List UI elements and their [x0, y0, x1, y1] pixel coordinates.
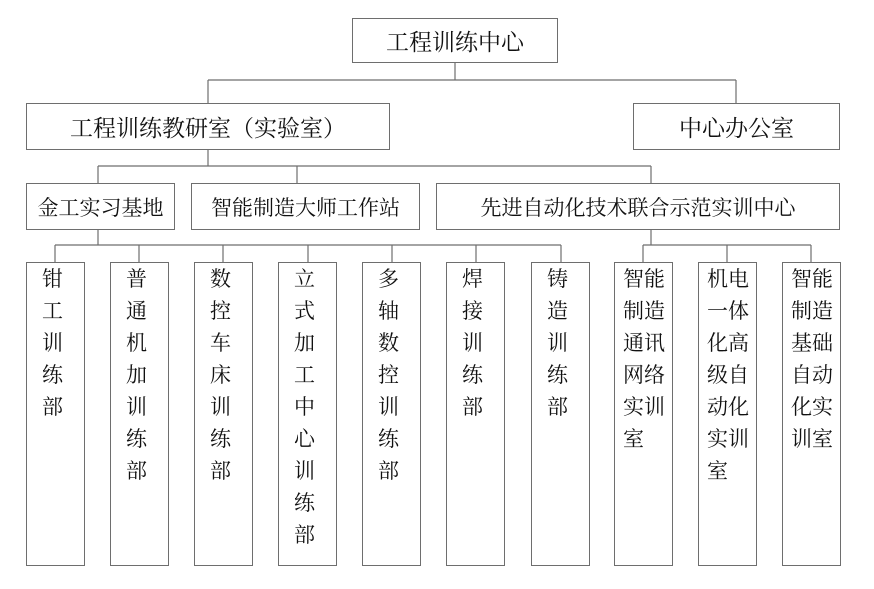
org-teaching-lab-box: [26, 103, 390, 150]
org-leaf-label: 钳工训练部: [42, 267, 63, 419]
org-leaf-label: 多轴数控训练部: [378, 267, 399, 483]
org-teaching-lab-label: 工程训练教研室（实验室）: [70, 116, 346, 142]
org-leaf-label: 智能制造基础自动化实训室: [791, 267, 833, 451]
org-root-label: 工程训练中心: [386, 30, 524, 56]
org-leaf-box: [614, 262, 673, 566]
org-leaf-box: [26, 262, 85, 566]
org-leaf-box: [110, 262, 169, 566]
org-leaf-box: [278, 262, 337, 566]
org-leaf-label: 智能制造通讯网络实训室: [623, 267, 665, 451]
org-leaf-box: [194, 262, 253, 566]
org-master-station-label: 智能制造大师工作站: [211, 195, 400, 220]
org-office-label: 中心办公室: [679, 116, 794, 142]
org-leaf-box: [446, 262, 505, 566]
org-leaf-label: 焊接训练部: [462, 267, 483, 419]
org-master-station-box: [191, 183, 420, 230]
org-leaf-label: 数控车床训练部: [210, 267, 231, 483]
org-leaf-label: 立式加工中心训练部: [294, 267, 315, 547]
org-leaf-box: [698, 262, 757, 566]
org-leaf-box: [531, 262, 590, 566]
org-automation-center-box: [436, 183, 840, 230]
org-root-box: [352, 18, 558, 63]
org-automation-center-label: 先进自动化技术联合示范实训中心: [480, 195, 796, 220]
org-office-box: [633, 103, 840, 150]
org-metalwork-base-label: 金工实习基地: [37, 195, 164, 220]
org-leaf-label: 机电一体化高级自动化实训室: [707, 267, 749, 483]
org-leaf-box: [782, 262, 841, 566]
org-leaf-label: 普通机加训练部: [126, 267, 147, 483]
org-leaf-box: [362, 262, 421, 566]
org-leaf-label: 铸造训练部: [547, 267, 568, 419]
org-metalwork-base-box: [26, 183, 175, 230]
